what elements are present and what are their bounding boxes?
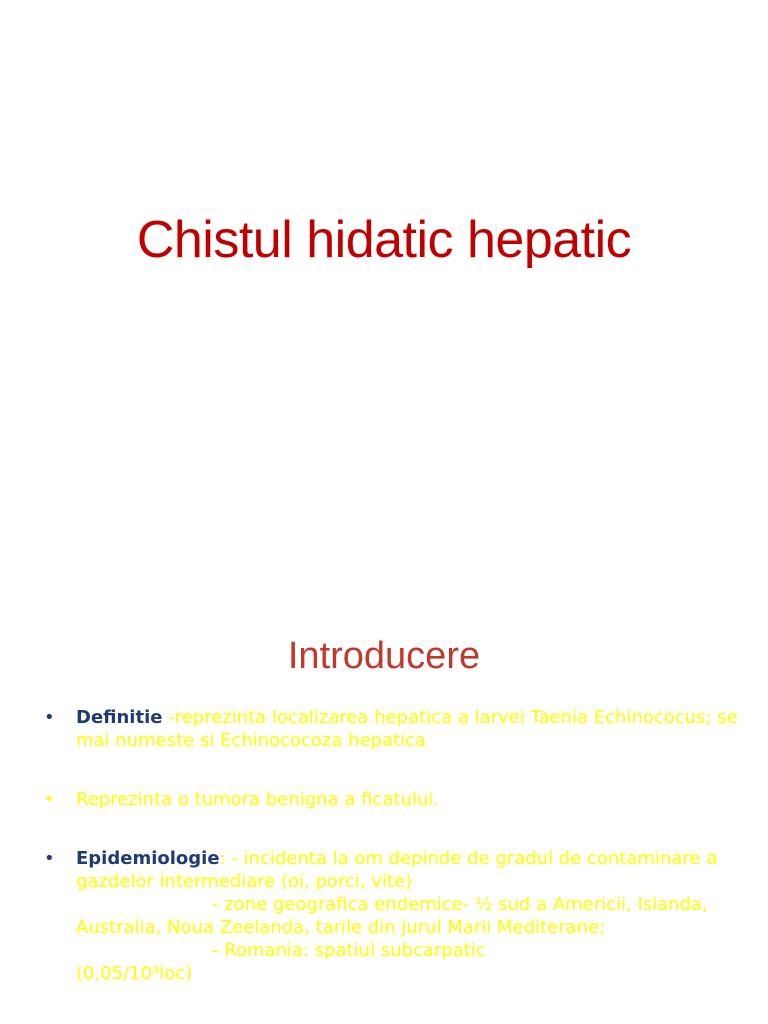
- bullet-marker: •: [44, 848, 55, 869]
- section-heading: Introducere: [287, 635, 481, 677]
- bullet-marker: •: [44, 707, 55, 728]
- bullet-text: : - incidenta la om depinde de gradul de contaminare a gazdelor intermediare (oi, porci, vite): [76, 848, 718, 892]
- bullet-subline: - Romania: spatiul subcarpatic: [212, 940, 486, 961]
- term-epidemiologie: Epidemiologie: [76, 848, 220, 869]
- bullet-definitie: [44, 706, 744, 752]
- term-definitie: Definitie: [76, 707, 163, 728]
- page-title: Chistul hidatic hepatic: [136, 211, 632, 269]
- bullet-subline: (0,05/10³loc): [76, 963, 193, 984]
- bullet-tumora: [44, 788, 744, 811]
- bullet-text: -reprezinta localizarea hepatica a larvei Taenia Echinococus; se mai numeste si Echinococoza hepatica: [76, 707, 738, 751]
- bullet-marker: •: [44, 789, 55, 810]
- bullet-subline: - zone geografica endemice- ½ sud a Americii, Islanda, Australia, Noua Zeelanda, tarile din jurul Marii Mediterane;: [76, 894, 708, 938]
- bullet-text: Reprezinta o tumora benigna a ficatului.: [76, 789, 439, 810]
- bullet-epidemiologie: [44, 847, 744, 985]
- bullet-list: [44, 706, 744, 985]
